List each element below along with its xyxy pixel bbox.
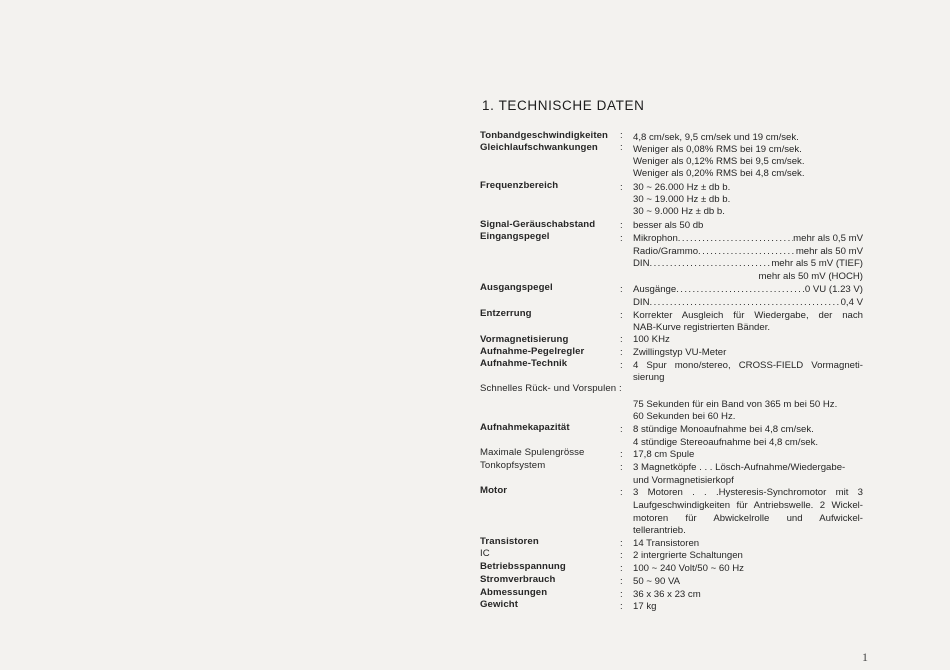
spec-label-frequency-range: Frequenzbereich <box>480 180 559 191</box>
spec-label-record-technique: Aufnahme-Technik <box>480 358 568 369</box>
input-source-label: Radio/Grammo <box>633 246 699 257</box>
output-label: DIN <box>633 297 650 308</box>
colon-separator: : <box>620 462 623 473</box>
spec-value-record-level-control: Zwillingstyp VU-Meter <box>633 347 727 358</box>
spec-value-snr: besser als 50 db <box>633 220 704 231</box>
spec-value-bias: 100 KHz <box>633 334 670 345</box>
output-label: Ausgänge <box>633 284 677 295</box>
input-source-label: DIN <box>633 258 650 269</box>
colon-separator: : <box>620 487 623 498</box>
colon-separator: : <box>620 233 623 244</box>
colon-separator: : <box>620 347 623 358</box>
spec-value-record-technique-1: 4 Spur mono/stereo, CROSS-FIELD Vormagneti- <box>633 360 863 371</box>
spec-label-input-level: Eingangspegel <box>480 231 550 242</box>
spec-value-fast-wind-2: 60 Sekunden bei 60 Hz. <box>633 411 736 422</box>
page-title: 1. TECHNISCHE DATEN <box>482 98 645 113</box>
colon-separator: : <box>620 220 623 231</box>
spec-value-weight: 17 kg <box>633 601 657 612</box>
spec-label-power-consumption: Stromverbrauch <box>480 574 556 585</box>
spec-value-wow-flutter-3: Weniger als 0,20% RMS bei 4,8 cm/sek. <box>633 168 805 179</box>
spec-label-motor: Motor <box>480 485 508 496</box>
spec-value-motor-3: motoren für Abwickelrolle und Aufwickel- <box>633 513 863 524</box>
input-source-value: mehr als 5 mV (TIEF) <box>771 258 863 269</box>
colon-separator: : <box>620 449 623 460</box>
spec-value-motor-2: Laufgeschwindigkeiten für Antriebswelle. 2 Wickel- <box>633 500 863 511</box>
spec-label-tape-speeds: Tonbandgeschwindigkeiten <box>480 130 609 141</box>
spec-value-operating-voltage: 100 ~ 240 Volt/50 ~ 60 Hz <box>633 563 744 574</box>
spec-value-record-capacity-1: 8 stündige Monoaufnahme bei 4,8 cm/sek. <box>633 424 814 435</box>
spec-value-output-main <box>633 283 863 296</box>
colon-separator: : <box>620 284 623 295</box>
spec-value-frequency-1: 30 ~ 26.000 Hz ± db b. <box>633 182 731 193</box>
spec-value-input-din <box>633 257 863 270</box>
spec-value-equalization-2: NAB-Kurve registrierten Bänder. <box>633 322 771 333</box>
dot-leader <box>650 296 841 309</box>
colon-separator: : <box>620 360 623 371</box>
spec-value-fast-wind-1: 75 Sekunden für ein Band von 365 m bei 50 Hz. <box>633 399 838 410</box>
spec-value-wow-flutter-2: Weniger als 0,12% RMS bei 9,5 cm/sek. <box>633 156 805 167</box>
spec-value-head-system-1: 3 Magnetköpfe . . . Lösch-Aufnahme/Wiedergabe- <box>633 462 846 473</box>
page-number: 1 <box>862 650 868 664</box>
spec-label-output-level: Ausgangspegel <box>480 282 553 293</box>
spec-label-head-system: Tonkopfsystem <box>480 460 546 471</box>
colon-separator: : <box>620 563 623 574</box>
colon-separator: : <box>620 576 623 587</box>
spec-label-operating-voltage: Betriebsspannung <box>480 561 566 572</box>
colon-separator: : <box>620 334 623 345</box>
spec-label-weight: Gewicht <box>480 599 519 610</box>
spec-label-record-level-control: Aufnahme-Pegelregler <box>480 346 585 357</box>
colon-separator: : <box>620 601 623 612</box>
spec-label-transistors: Transistoren <box>480 536 539 547</box>
spec-value-equalization-1: Korrekter Ausgleich für Wiedergabe, der nach <box>633 310 863 321</box>
spec-label-snr: Signal-Geräuschabstand <box>480 219 596 230</box>
spec-value-motor-4: tellerantrieb. <box>633 525 686 536</box>
output-value: 0,4 V <box>840 297 863 308</box>
colon-separator: : <box>620 142 623 153</box>
spec-label-fast-wind: Schnelles Rück- und Vorspulen : <box>480 383 622 394</box>
spec-value-max-reel: 17,8 cm Spule <box>633 449 695 460</box>
spec-value-record-capacity-2: 4 stündige Stereoaufnahme bei 4,8 cm/sek. <box>633 437 819 448</box>
dot-leader <box>676 283 805 296</box>
spec-label-record-capacity: Aufnahmekapazität <box>480 422 570 433</box>
output-value: 0 VU (1.23 V) <box>804 284 863 295</box>
spec-value-input-mic <box>633 232 863 245</box>
spec-value-power-consumption: 50 ~ 90 VA <box>633 576 681 587</box>
spec-value-transistors: 14 Transistoren <box>633 538 700 549</box>
spec-value-ic: 2 intergrierte Schaltungen <box>633 550 743 561</box>
input-source-value: mehr als 50 mV <box>795 246 863 257</box>
spec-value-frequency-3: 30 ~ 9.000 Hz ± db b. <box>633 206 725 217</box>
colon-separator: : <box>620 589 623 600</box>
colon-separator: : <box>620 424 623 435</box>
spec-label-max-reel: Maximale Spulengrösse <box>480 447 585 458</box>
spec-label-dimensions: Abmessungen <box>480 587 548 598</box>
colon-separator: : <box>620 310 623 321</box>
spec-label-bias: Vormagnetisierung <box>480 334 569 345</box>
spec-value-output-din <box>633 296 863 309</box>
spec-label-wow-flutter: Gleichlaufschwankungen <box>480 142 598 153</box>
spec-value-wow-flutter-1: Weniger als 0,08% RMS bei 19 cm/sek. <box>633 144 802 155</box>
spec-value-frequency-2: 30 ~ 19.000 Hz ± db b. <box>633 194 731 205</box>
spec-label-ic: IC <box>480 548 490 559</box>
colon-separator: : <box>620 538 623 549</box>
input-source-value: mehr als 0,5 mV <box>793 233 863 244</box>
dot-leader <box>650 257 772 270</box>
dot-leader <box>678 232 793 245</box>
colon-separator: : <box>620 130 623 141</box>
colon-separator: : <box>620 550 623 561</box>
spec-label-equalization: Entzerrung <box>480 308 532 319</box>
spec-value-tape-speeds: 4,8 cm/sek, 9,5 cm/sek und 19 cm/sek. <box>633 132 799 143</box>
input-source-label: Mikrophon <box>633 233 678 244</box>
spec-value-dimensions: 36 x 36 x 23 cm <box>633 589 701 600</box>
spec-value-input-din-high: mehr als 50 mV (HOCH) <box>758 271 863 282</box>
colon-separator: : <box>620 182 623 193</box>
spec-value-record-technique-2: sierung <box>633 372 665 383</box>
spec-value-motor-1: 3 Motoren . . .Hysteresis-Synchromotor mit 3 <box>633 487 863 498</box>
spec-value-head-system-2: und Vormagnetisierkopf <box>633 475 734 486</box>
